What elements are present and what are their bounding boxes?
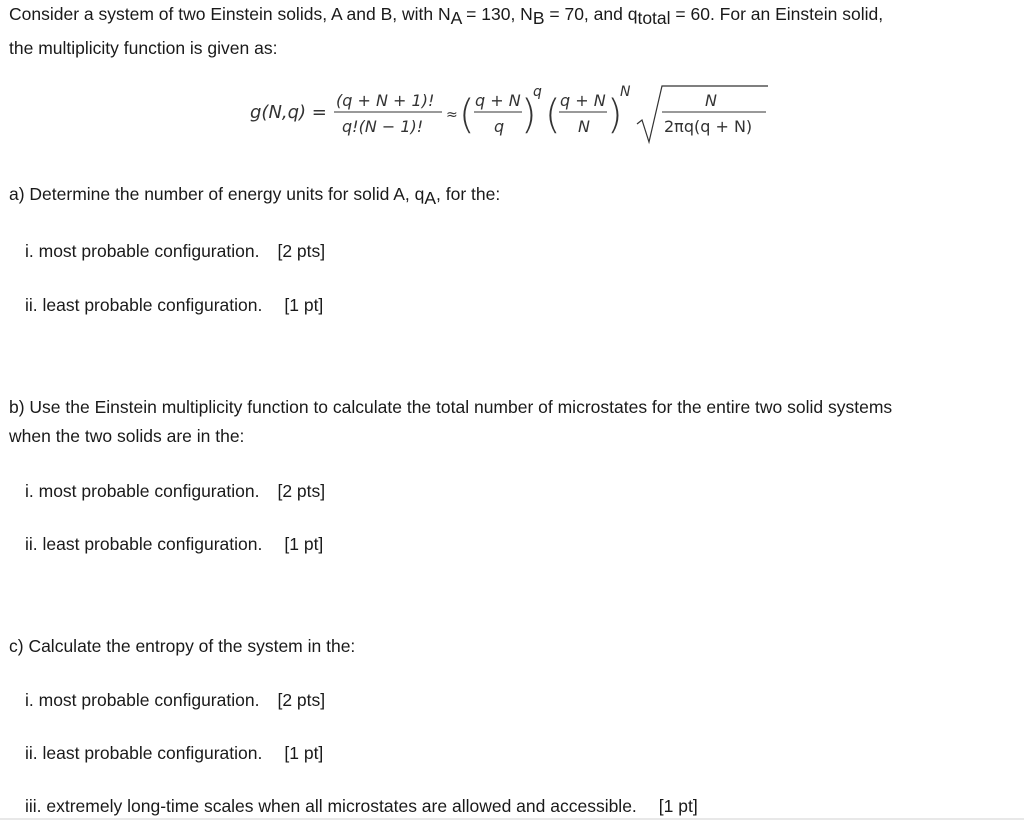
part-c-item-2 [25,743,323,764]
intro-text-2: = 130, N [461,4,533,24]
eq-frac3-den: N [578,117,590,136]
part-b-item-1-label: i. most probable configuration. [25,481,260,501]
part-a-sub: A [424,188,437,208]
part-a-item-2-pts: [1 pt] [284,295,324,315]
part-c-item-1-pts: [2 pts] [277,690,326,710]
part-a-item-2 [25,295,323,316]
eq-paren-close-2: ) [607,92,623,138]
intro-line-1 [9,4,884,28]
intro-sub-a: A [450,8,462,28]
intro-sub-total: total [637,8,671,28]
part-c-item-3-label: iii. extremely long-time scales when all microstates are allowed and accessible. [25,796,637,816]
part-b-prompt-line-2: when the two solids are in the: [9,426,245,446]
part-c-item-3-pts: [1 pt] [658,796,698,816]
part-c-prompt: c) Calculate the entropy of the system in the: [9,636,356,656]
multiplicity-equation [230,82,790,152]
part-b-prompt-line-1: b) Use the Einstein multiplicity function to calculate the total number of microstates for the entire two solid systems [9,397,893,417]
eq-paren-close-1: ) [521,92,537,138]
eq-frac2-num: q + N [475,91,521,110]
intro-line-2: the multiplicity function is given as: [9,38,278,58]
part-a-item-1 [25,241,325,262]
eq-sqrt-num: N [705,91,717,110]
part-c-item-3 [25,796,698,817]
eq-exp1: q [533,84,542,100]
part-a-prompt-1: a) Determine the number of energy units for solid A, q [9,184,425,204]
intro-text-1: Consider a system of two Einstein solids, A and B, with N [9,4,451,24]
part-b-item-1 [25,481,325,502]
eq-frac1-num: (q + N + 1)! [336,91,435,110]
part-b-item-2 [25,534,323,555]
eq-exp2: N [620,84,631,100]
part-a-prompt [9,184,501,208]
eq-paren-open-2: ( [545,92,561,138]
part-a-item-2-label: ii. least probable configuration. [25,295,263,315]
part-a-prompt-2: , for the: [436,184,501,204]
eq-frac1-den: q!(N − 1)! [342,117,424,136]
part-c-item-1 [25,690,325,711]
part-c-item-1-label: i. most probable configuration. [25,690,260,710]
part-b-item-2-pts: [1 pt] [284,534,324,554]
intro-text-3: = 70, and q [544,4,638,24]
eq-frac3-num: q + N [560,91,606,110]
part-c-item-2-label: ii. least probable configuration. [25,743,263,763]
part-a-item-1-label: i. most probable configuration. [25,241,260,261]
eq-approx: ≈ [446,107,458,123]
part-c-item-2-pts: [1 pt] [284,743,324,763]
eq-frac2-den: q [494,117,505,136]
intro-text-4: = 60. For an Einstein solid, [670,4,884,24]
eq-lhs: g(N,q) = [250,102,327,123]
part-a-item-1-pts: [2 pts] [277,241,326,261]
part-b-item-2-label: ii. least probable configuration. [25,534,263,554]
intro-sub-b: B [532,8,545,28]
part-b-item-1-pts: [2 pts] [277,481,326,501]
eq-sqrt-den: 2πq(q + N) [664,117,753,136]
eq-paren-open-1: ( [459,92,475,138]
